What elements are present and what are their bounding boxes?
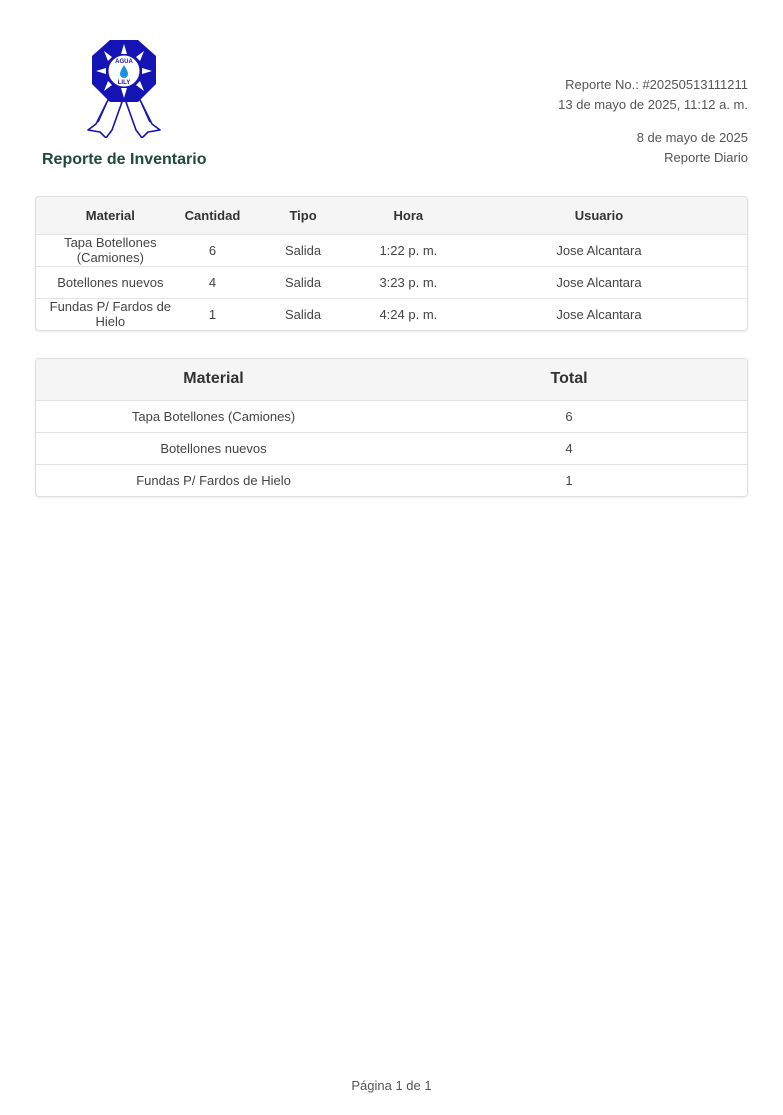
column-header-total: Total xyxy=(391,359,747,400)
report-date: 8 de mayo de 2025 xyxy=(636,130,748,145)
agua-lily-logo-icon xyxy=(84,38,164,138)
totals-table xyxy=(35,358,748,497)
cell-cantidad: 6 xyxy=(185,234,241,266)
cell-material: Fundas P/ Fardos de Hielo xyxy=(36,464,391,496)
cell-tipo: Salida xyxy=(240,266,366,298)
report-meta xyxy=(558,75,748,168)
column-header-tipo: Tipo xyxy=(240,197,366,234)
table-row xyxy=(36,234,747,266)
cell-material: Botellones nuevos xyxy=(36,432,391,464)
table-row xyxy=(36,266,747,298)
svg-text:LILY: LILY xyxy=(117,80,131,86)
cell-usuario: Jose Alcantara xyxy=(451,234,747,266)
cell-hora: 4:24 p. m. xyxy=(366,298,451,330)
column-header-cantidad: Cantidad xyxy=(185,197,241,234)
table-row xyxy=(36,400,747,432)
cell-hora: 1:22 p. m. xyxy=(366,234,451,266)
report-header xyxy=(0,0,783,190)
report-number: Reporte No.: #20250513111211 xyxy=(565,77,748,92)
cell-hora: 3:23 p. m. xyxy=(366,266,451,298)
cell-material: Botellones nuevos xyxy=(36,266,185,298)
movements-table xyxy=(35,196,748,331)
report-type: Reporte Diario xyxy=(664,150,748,165)
svg-text:AGUA: AGUA xyxy=(115,59,133,65)
column-header-material: Material xyxy=(36,359,391,400)
column-header-usuario: Usuario xyxy=(451,197,747,234)
cell-material: Fundas P/ Fardos de Hielo xyxy=(36,298,185,330)
cell-total: 6 xyxy=(391,400,747,432)
cell-total: 1 xyxy=(391,464,747,496)
cell-total: 4 xyxy=(391,432,747,464)
column-header-hora: Hora xyxy=(366,197,451,234)
cell-material: Tapa Botellones (Camiones) xyxy=(36,234,185,266)
cell-cantidad: 1 xyxy=(185,298,241,330)
generated-timestamp: 13 de mayo de 2025, 11:12 a. m. xyxy=(558,97,748,112)
table-header-row xyxy=(36,197,747,234)
cell-tipo: Salida xyxy=(240,234,366,266)
table-row xyxy=(36,298,747,330)
table-row xyxy=(36,464,747,496)
cell-usuario: Jose Alcantara xyxy=(451,298,747,330)
cell-material: Tapa Botellones (Camiones) xyxy=(36,400,391,432)
cell-tipo: Salida xyxy=(240,298,366,330)
page-title: Reporte de Inventario xyxy=(42,151,207,168)
table-row xyxy=(36,432,747,464)
table-header-row xyxy=(36,359,747,400)
cell-usuario: Jose Alcantara xyxy=(451,266,747,298)
column-header-material: Material xyxy=(36,197,185,234)
cell-cantidad: 4 xyxy=(185,266,241,298)
page-number: Página 1 de 1 xyxy=(351,1078,432,1093)
